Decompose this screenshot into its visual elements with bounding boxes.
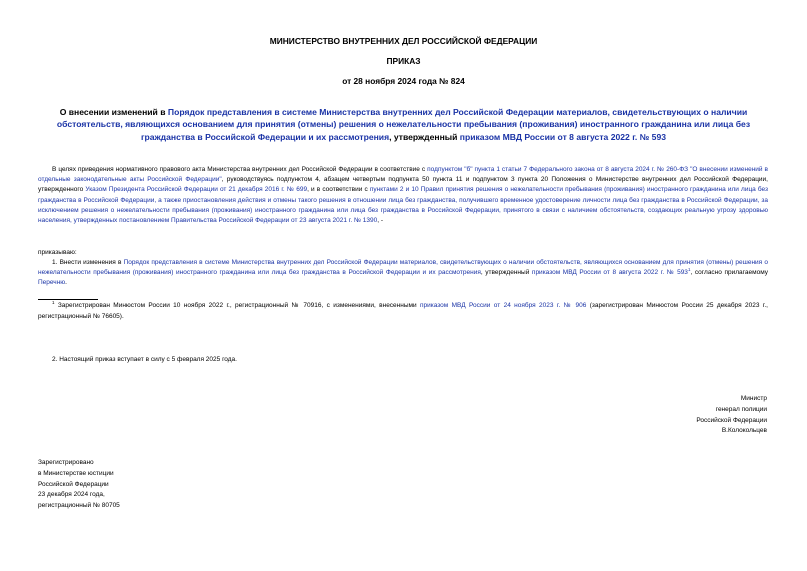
footnote-reference[interactable]: 1 — [687, 267, 691, 273]
item-1-text-3: , согласно прилагаемому — [690, 269, 768, 277]
item-1-text-2: , утвержденный — [480, 269, 532, 277]
document-type: ПРИКАЗ — [386, 56, 421, 66]
subject-middle: , утвержденный — [389, 131, 460, 142]
preamble-text-4: , - — [377, 217, 383, 225]
footnote-text-1: Зарегистрирован Минюстом России 10 ноября 2022 г., регистрационный № 70916, с изменениями, внесенными — [54, 302, 420, 309]
item-1-text-4: . — [65, 279, 67, 287]
registration-number: регистрационный № 80705 — [38, 502, 120, 510]
footnote-text-2: (зарегистрирован Минюстом России 25 декабря 2023 г., регистрационный № 76605). — [38, 302, 768, 320]
signatory-position: Министр — [740, 395, 767, 402]
annex-list-link[interactable]: Перечню — [38, 279, 66, 287]
item-1-text-1: 1. Внести изменения в — [52, 259, 124, 266]
registration-line-1: Зарегистрировано — [38, 459, 94, 466]
order-593-link[interactable]: приказом МВД России от 8 августа 2022 г. № 593 — [459, 131, 667, 142]
footnote-mark: 1 — [52, 299, 55, 305]
preamble-text-3: , и в соответствии с — [307, 186, 370, 194]
subject-prefix: О внесении изменений в — [59, 107, 168, 117]
footnote-divider — [38, 299, 98, 300]
footnote-paragraph — [38, 301, 768, 322]
order-906-link[interactable]: приказом МВД России от 24 ноября 2023 г. № 906 — [419, 302, 587, 309]
item-1-order-593-link[interactable]: приказом МВД России от 8 августа 2022 г. № 593 — [531, 269, 688, 277]
federal-law-link[interactable]: подпунктом "б" пункта 1 статьи 7 Федерального закона от 8 августа 2024 г. № 260-ФЗ "О внесении изменений в отдельные законодательные акты Российской Федерации" — [38, 166, 768, 184]
registration-line-3: Российской Федерации — [38, 480, 109, 488]
presidential-decree-link[interactable]: Указом Президента Российской Федерации от 21 декабря 2016 г. № 699 — [85, 186, 308, 194]
order-word: приказываю: — [38, 249, 77, 256]
registration-date: 23 декабря 2024 года, — [38, 491, 105, 499]
preamble-text-1: В целях приведения нормативного правового акта Министерства внутренних дел Российской Федерации в соответствие с — [52, 166, 428, 173]
signatory-name: В.Колокольцев — [721, 427, 767, 435]
procedure-link[interactable]: Порядок представления в системе Министерства внутренних дел Российской Федерации материалов, свидетельствующих о наличии обстоятельств, являющихся основанием для принятия (отмены) решения о нежелательности пребывания (проживания) иностранного гражданина или лица без гражданства в Российской Федерации и их рассмотрения — [56, 107, 751, 142]
order-date-number: от 28 ноября 2024 года № 824 — [342, 76, 465, 86]
item-1-paragraph — [38, 258, 768, 289]
preamble-paragraph — [38, 165, 768, 226]
signatory-country: Российской Федерации — [696, 416, 767, 424]
signatory-rank: генерал полиции — [715, 405, 767, 413]
preamble-text-2: , руководствуясь подпунктом 4, абзацем четвертым подпункта 50 пункта 11 и подпунктом 3 пункта 20 Положения о Министерстве внутренних дел Российской Федерации, утвержденного — [38, 176, 768, 194]
registration-block — [38, 458, 258, 512]
government-rules-link[interactable]: пунктами 2 и 10 Правил принятия решения о нежелательности пребывания (проживания) иностранного гражданина или лица без гражданства в Российской Федерации, а также приостановления действия и отмены такого решения в отношении лица без гражданства, получившего временное удостоверение личности лица без гражданства в Российской Федерации, за исключением решения о нежелательности пребывания (проживания) иностранного гражданина или лица без гражданства в Российской Федерации, принятого в связи с наличием обстоятельств, создающих реальную угрозу здоровью населения, утвержденных постановлением Правительства Российской Федерации от 23 августа 2021 г. № 1390 — [38, 186, 769, 225]
item-1-procedure-link[interactable]: Порядок представления в системе Министерства внутренних дел Российской Федерации материалов, свидетельствующих о наличии обстоятельств, являющихся основанием для принятия (отмены) решения о нежелательности пребывания (проживания) иностранного гражданина или лица без гражданства в Российской Федерации и их рассмотрения — [38, 259, 768, 277]
item-2-paragraph: 2. Настоящий приказ вступает в силу с 5 февраля 2025 года. — [52, 356, 237, 363]
ministry-heading: МИНИСТЕРСТВО ВНУТРЕННИХ ДЕЛ РОССИЙСКОЙ ФЕДЕРАЦИИ — [269, 36, 538, 46]
order-subject — [40, 106, 767, 143]
registration-line-2: в Министерстве юстиции — [38, 469, 114, 477]
signature-block — [607, 394, 767, 437]
